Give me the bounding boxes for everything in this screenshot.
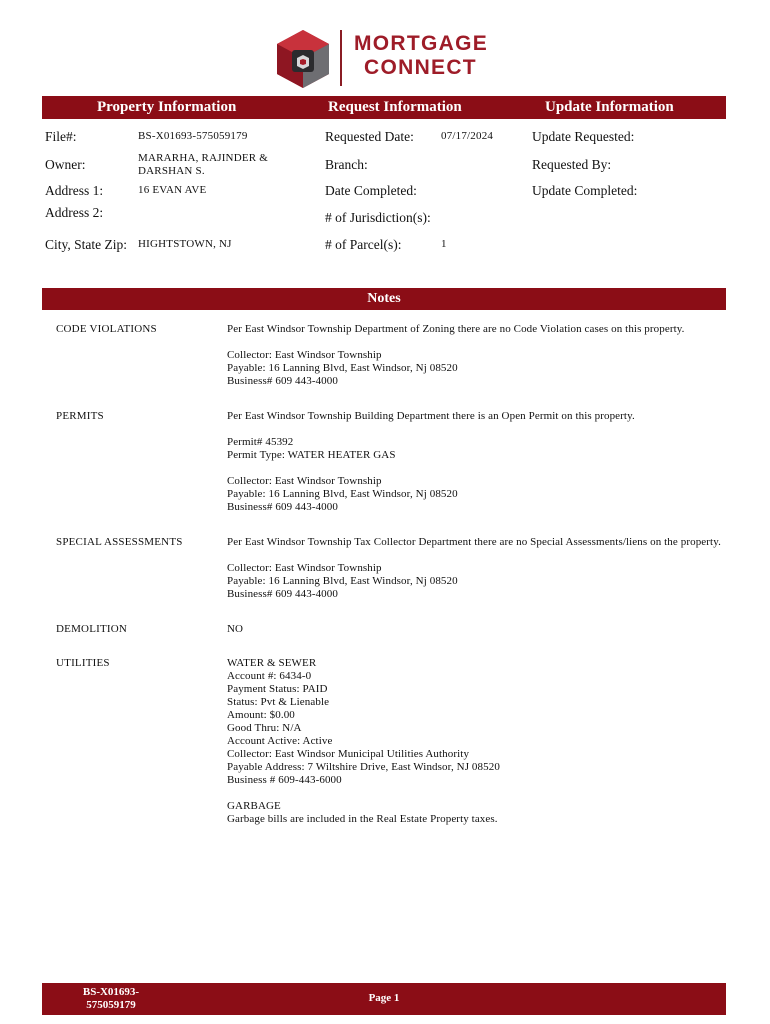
request-info-heading: Request Information [328, 99, 462, 115]
requested-date-label: Requested Date: [325, 129, 414, 144]
note-label-code-violations: CODE VIOLATIONS [56, 323, 157, 335]
note-text-demolition: NO [227, 623, 244, 635]
file-value: BS-X01693-575059179 [138, 130, 248, 142]
info-header-band [42, 96, 726, 119]
note-label-utilities: UTILITIES [56, 657, 110, 669]
cube-shield-icon [272, 28, 334, 90]
update-requested-label: Update Requested: [532, 129, 635, 144]
note-label-demolition: DEMOLITION [56, 623, 128, 635]
requested-date-value: 07/17/2024 [441, 130, 494, 142]
logo-text [354, 32, 488, 80]
update-info-heading: Update Information [545, 99, 674, 115]
owner-value-line-2: DARSHAN S. [138, 165, 205, 177]
requested-by-label: Requested By: [532, 157, 612, 172]
footer-file-id-line-2: 575059179 [86, 999, 136, 1011]
note-text-code-violations: Per East Windsor Township Department of Zoning there are no Code Violation cases on this property. Collector: East Windsor Township Payable: 16 Lanning Blvd, East Windsor, Nj 08520 Business# 609 443-4000 [227, 323, 685, 387]
note-text-utilities: WATER & SEWER Account #: 6434-0 Payment Status: PAID Status: Pvt & Lienable Amount: $0.00 Good Thru: N/A Account Active: Active Collector: East Windsor Municipal Utilities Authority Payable Address: 7 Wiltshire Drive, East Windsor, NJ 08520 Business # 609-443-6000 GARBAGE Garbage bills are included in the Real Estate Property taxes. [227, 657, 500, 825]
branch-label: Branch: [325, 157, 368, 172]
jurisdictions-label: # of Jurisdiction(s): [325, 210, 431, 225]
footer-file-id-line-1: BS-X01693- [82, 986, 140, 998]
page-footer [42, 983, 726, 1015]
owner-value [138, 152, 268, 178]
note-text-special-assessments: Per East Windsor Township Tax Collector Department there are no Special Assessments/liens on the property. Collector: East Windsor Township Payable: 16 Lanning Blvd, East Windsor, Nj 08520 Business# 609 443-4000 [227, 536, 721, 600]
notes-heading: Notes [367, 291, 401, 306]
file-label: File#: [45, 129, 77, 144]
address1-label: Address 1: [45, 183, 104, 198]
city-state-zip-label: City, State Zip: [45, 237, 127, 252]
logo-line-1: MORTGAGE [354, 32, 489, 55]
parcels-value: 1 [441, 238, 447, 250]
owner-value-line-1: MARARHA, RAJINDER & [138, 152, 269, 164]
note-label-permits: PERMITS [56, 410, 104, 422]
address1-value: 16 EVAN AVE [138, 184, 207, 196]
logo-line-2: CONNECT [364, 56, 477, 79]
parcels-label: # of Parcel(s): [325, 237, 402, 252]
city-state-zip-value: HIGHTSTOWN, NJ [138, 238, 232, 250]
note-text-permits: Per East Windsor Township Building Department there is an Open Permit on this property. Permit# 45392 Permit Type: WATER HEATER GAS Collector: East Windsor Township Payable: 16 Lanning Blvd, East Windsor, Nj 08520 Business# 609 443-4000 [227, 410, 635, 513]
mortgage-connect-logo [272, 28, 512, 90]
logo-divider [340, 30, 342, 86]
property-info-heading: Property Information [97, 99, 237, 115]
update-completed-label: Update Completed: [532, 183, 638, 198]
date-completed-label: Date Completed: [325, 183, 417, 198]
note-label-special-assessments: SPECIAL ASSESSMENTS [56, 536, 183, 548]
owner-label: Owner: [45, 157, 86, 172]
notes-header-band [42, 288, 726, 310]
address2-label: Address 2: [45, 205, 104, 220]
footer-page-number: Page 1 [368, 992, 400, 1004]
